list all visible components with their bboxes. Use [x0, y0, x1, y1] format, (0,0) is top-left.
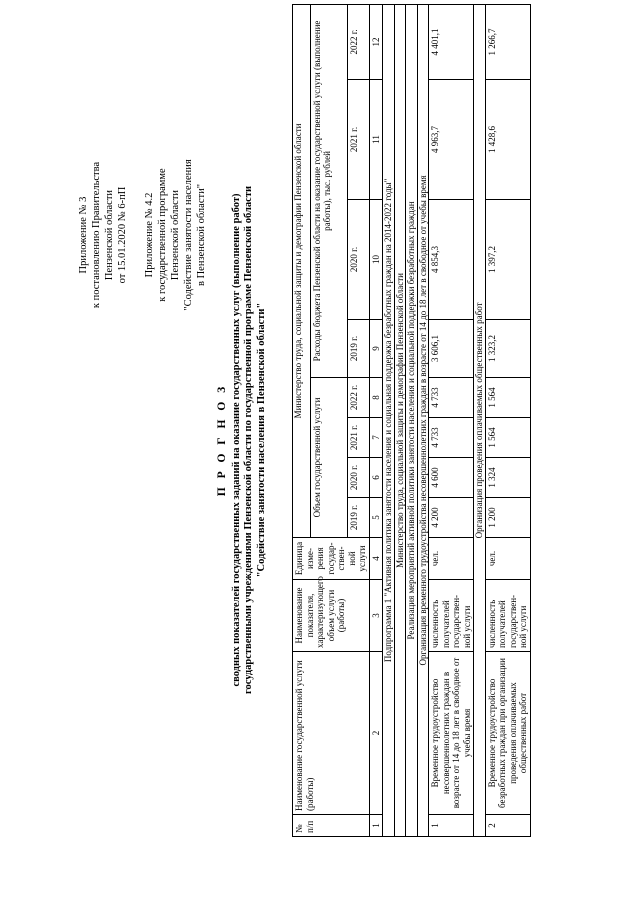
activity-row	[406, 4, 418, 836]
row-service: Временное трудоустройство несовершеннолетних граждан в возрасте от 14 до 18 лет в свободное от учебы время	[429, 652, 474, 815]
section-row	[474, 4, 486, 836]
appendix-line: "Содействие занятости населения	[183, 159, 194, 311]
row-volume: 1 324	[485, 458, 530, 498]
title-line: государственными учреждениями Пензенской области по государственной программе Пензенской области	[243, 185, 254, 695]
row-expense: 1 397,2	[485, 200, 530, 320]
row-expense: 1 323,2	[485, 320, 530, 378]
title-heading: П Р О Г Н О З	[216, 383, 228, 497]
appendix-line: Приложение № 3	[78, 196, 89, 274]
header-volume: Объем государственной услуги	[310, 378, 347, 538]
year-cell: 2019 г.	[348, 320, 369, 378]
row-num: 2	[485, 815, 530, 837]
header-row-1	[293, 4, 311, 836]
col-number: 3	[369, 580, 383, 652]
appendix-line: Пензенской области	[104, 189, 115, 281]
col-number: 12	[369, 4, 383, 79]
header-ministry: Министерство труда, социальной защиты и демографии Пензенской области	[293, 4, 311, 537]
table-row	[485, 4, 530, 836]
col-number: 11	[369, 80, 383, 200]
title-line: "Содействие занятости населения в Пензенской области"	[255, 302, 267, 578]
table-row	[429, 4, 474, 836]
ministry-row	[394, 4, 406, 836]
row-volume: 4 733	[429, 378, 474, 418]
col-number: 6	[369, 458, 383, 498]
header-num: № п/п	[293, 815, 370, 837]
header-indicator: Наименование показателя, характеризующего объем услуги (работы)	[293, 580, 370, 652]
appendix-4-2-block	[143, 120, 208, 350]
title-line: сводных показателей государственных заданий на оказание государственных услуг (выполнение работ)	[230, 193, 242, 687]
appendix-line: Приложение № 4.2	[144, 192, 155, 278]
year-cell: 2020 г.	[348, 200, 369, 320]
row-unit: чел.	[429, 538, 474, 580]
appendix-line: в Пензенской области"	[196, 184, 207, 286]
appendix-line: от 15.01.2020 № 6-пП	[117, 186, 128, 284]
col-number: 1	[369, 815, 383, 837]
subprogram-row	[383, 4, 395, 836]
appendix-line: к государственной программе	[157, 168, 168, 302]
header-expenses: Расходы бюджета Пензенской области на оказание государственной услуги (выполнение работы), тыс. рублей	[310, 4, 347, 377]
row-volume: 4 200	[429, 498, 474, 538]
row-indicator: численность получателей государствен-ной услуги	[429, 580, 474, 652]
forecast-table	[292, 4, 531, 837]
row-expense: 3 606,1	[429, 320, 474, 378]
year-cell: 2019 г.	[348, 498, 369, 538]
year-cell: 2021 г.	[348, 418, 369, 458]
row-expense: 4 963,7	[429, 80, 474, 200]
row-volume: 1 564	[485, 418, 530, 458]
header-service: Наименование государственной услуги (работы)	[293, 652, 370, 815]
document-title	[216, 160, 268, 720]
ministry-title: Министерство труда, социальной защиты и демографии Пензенской области	[394, 4, 406, 836]
subprogram-title: Подпрограмма 1 "Активная политика занятости населения и социальная поддержка безработных граждан на 2014-2022 годы"	[383, 4, 395, 836]
year-cell: 2022 г.	[348, 378, 369, 418]
column-number-row	[369, 4, 383, 836]
row-unit: чел.	[485, 538, 530, 580]
col-number: 10	[369, 200, 383, 320]
appendix-line: к постановлению Правительства	[91, 161, 102, 309]
row-expense: 1 428,6	[485, 80, 530, 200]
col-number: 8	[369, 378, 383, 418]
activity-title: Реализация мероприятий активной политики занятости населения и социальной поддержки безработных граждан	[406, 4, 418, 836]
row-num: 1	[429, 815, 474, 837]
col-number: 7	[369, 418, 383, 458]
row-volume: 1 200	[485, 498, 530, 538]
row-service: Временное трудоустройство безработных граждан при организации проведения оплачиваемых общественных работ	[485, 652, 530, 815]
section-row	[417, 4, 429, 836]
appendix-3-block	[77, 120, 129, 350]
col-number: 5	[369, 498, 383, 538]
col-number: 2	[369, 652, 383, 815]
section-title: Организация проведения оплачиваемых общественных работ	[474, 4, 486, 836]
year-cell: 2021 г.	[348, 80, 369, 200]
row-expense: 4 854,3	[429, 200, 474, 320]
col-number: 9	[369, 320, 383, 378]
row-volume: 4 733	[429, 418, 474, 458]
row-volume: 1 564	[485, 378, 530, 418]
year-cell: 2022 г.	[348, 4, 369, 79]
col-number: 4	[369, 538, 383, 580]
header-unit: Единица изме-рения государ-ствен-ной услуги	[293, 538, 370, 580]
section-title: Организация временного трудоустройства несовершеннолетних граждан в возрасте от 14 до 18 лет в свободное от учебы время	[417, 4, 429, 836]
row-expense: 1 266,7	[485, 4, 530, 79]
row-indicator: численность получателей государствен-ной услуги	[485, 580, 530, 652]
appendix-line: Пензенской области	[170, 189, 181, 281]
row-expense: 4 401,1	[429, 4, 474, 79]
row-volume: 4 600	[429, 458, 474, 498]
year-cell: 2020 г.	[348, 458, 369, 498]
